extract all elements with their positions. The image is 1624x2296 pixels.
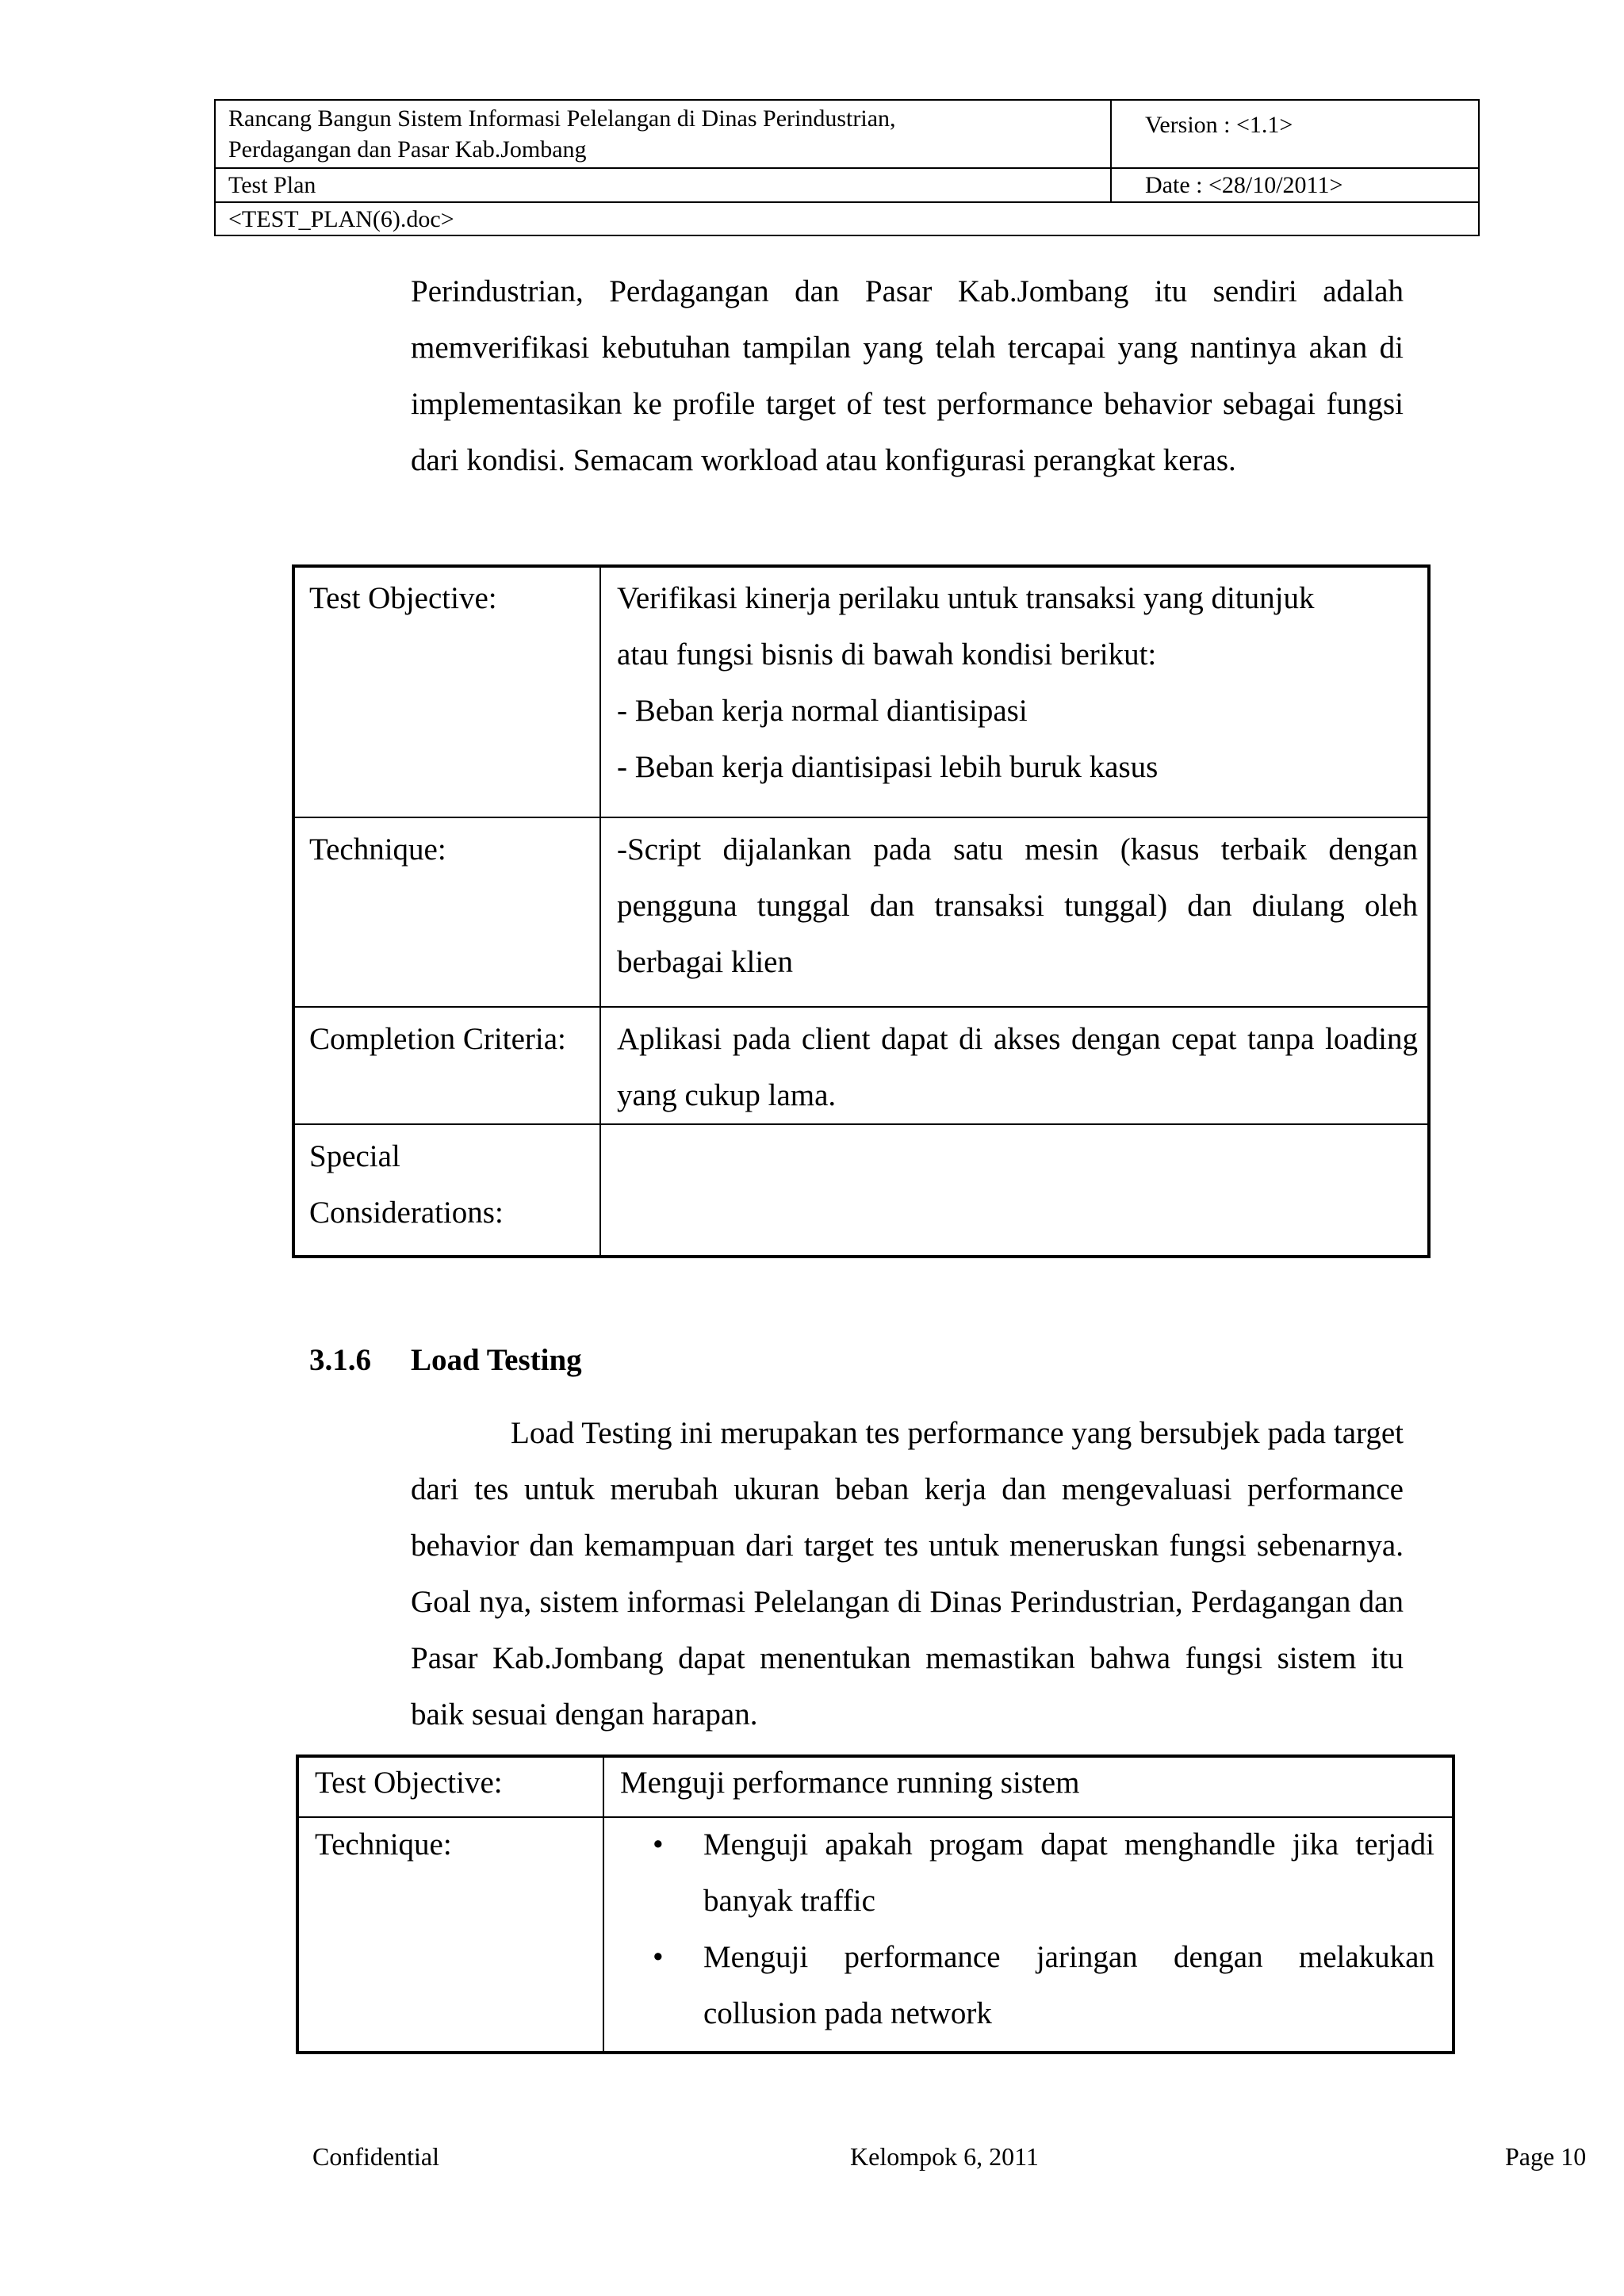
bullet-text: Menguji performance jaringan dengan melakukan collusion pada network [703,1940,1434,2030]
special-label-line2: Considerations: [309,1196,504,1230]
footer-group: Kelompok 6, 2011 [850,2142,1039,2171]
performance-test-table [292,564,1431,1258]
header-divider-vertical [1110,101,1112,203]
table1-row-divider [295,817,1427,818]
table1-completion-text: Aplikasi pada client dapat di akses dengan cepat tanpa loading yang cukup lama. [617,1022,1418,1112]
special-label-line1: Special [309,1139,400,1173]
objective-line: - Beban kerja diantisipasi lebih buruk kasus [617,750,1159,784]
table1-technique-text: -Script dijalankan pada satu mesin (kasus terbaik dengan pengguna tunggal dan transaksi tunggal) dan diulang oleh berbagai klien [617,832,1418,979]
header-filename: <TEST_PLAN(6).doc> [228,206,454,232]
intro-paragraph: Perindustrian, Perdagangan dan Pasar Kab.Jombang itu sendiri adalah memverifikasi kebutuhan tampilan yang telah tercapai yang nantinya akan di implementasikan ke profile target of test performance behavior sebagai fungsi dari kondisi. Semacam workload atau konfigurasi perangkat keras. [411,274,1404,477]
bullet-icon: • [653,1940,664,1974]
table1-objective-label: Test Objective: [309,581,497,615]
header-doc-type: Test Plan [228,172,316,198]
section-number: 3.1.6 [309,1343,371,1377]
table1-special-label [309,1128,504,1241]
table2-objective-label: Test Objective: [315,1766,503,1800]
objective-line: Verifikasi kinerja perilaku untuk transaksi yang ditunjuk [617,581,1315,615]
footer-page-number: Page 10 [1505,2142,1587,2171]
section-paragraph: Load Testing ini merupakan tes performance yang bersubjek pada target dari tes untuk merubah ukuran beban kerja dan mengevaluasi performance behavior dan kemampuan dari target tes untuk meneruskan fungsi sebenarnya. Goal nya, sistem informasi Pelelangan di Dinas Perindustrian, Perdagangan dan Pasar Kab.Jombang dapat menentukan memastikan bahwa fungsi sistem itu baik sesuai dengan harapan. [411,1416,1404,1732]
bullet-icon: • [653,1827,664,1862]
header-title-line1: Rancang Bangun Sistem Informasi Pelelangan di Dinas Perindustrian, [228,105,896,132]
table1-row-divider [295,1006,1427,1008]
header-divider-1 [216,167,1478,169]
table2-technique-bullets [642,1816,1434,2042]
section-title: Load Testing [411,1343,582,1377]
bullet-item [642,1929,1434,2042]
footer-confidential: Confidential [312,2142,439,2171]
section-heading [309,1332,582,1388]
table2-column-divider [603,1758,604,2051]
document-header [214,99,1480,236]
table2-objective-text: Menguji performance running sistem [620,1766,1080,1800]
header-version: Version : <1.1> [1145,112,1293,138]
table1-row-divider [295,1123,1427,1125]
load-test-table [296,1755,1455,2054]
table1-column-divider [599,568,601,1255]
header-date: Date : <28/10/2011> [1145,172,1343,198]
objective-line: atau fungsi bisnis di bawah kondisi berikut: [617,637,1157,672]
header-divider-2 [216,201,1478,203]
bullet-item [642,1816,1434,1929]
table1-objective-text [617,570,1418,795]
table1-completion-label: Completion Criteria: [309,1022,566,1056]
header-title-line2: Perdagangan dan Pasar Kab.Jombang [228,136,587,163]
table2-technique-label: Technique: [315,1827,452,1862]
objective-line: - Beban kerja normal diantisipasi [617,694,1028,728]
bullet-text: Menguji apakah progam dapat menghandle jika terjadi banyak traffic [703,1827,1434,1918]
table1-technique-label: Technique: [309,832,446,867]
